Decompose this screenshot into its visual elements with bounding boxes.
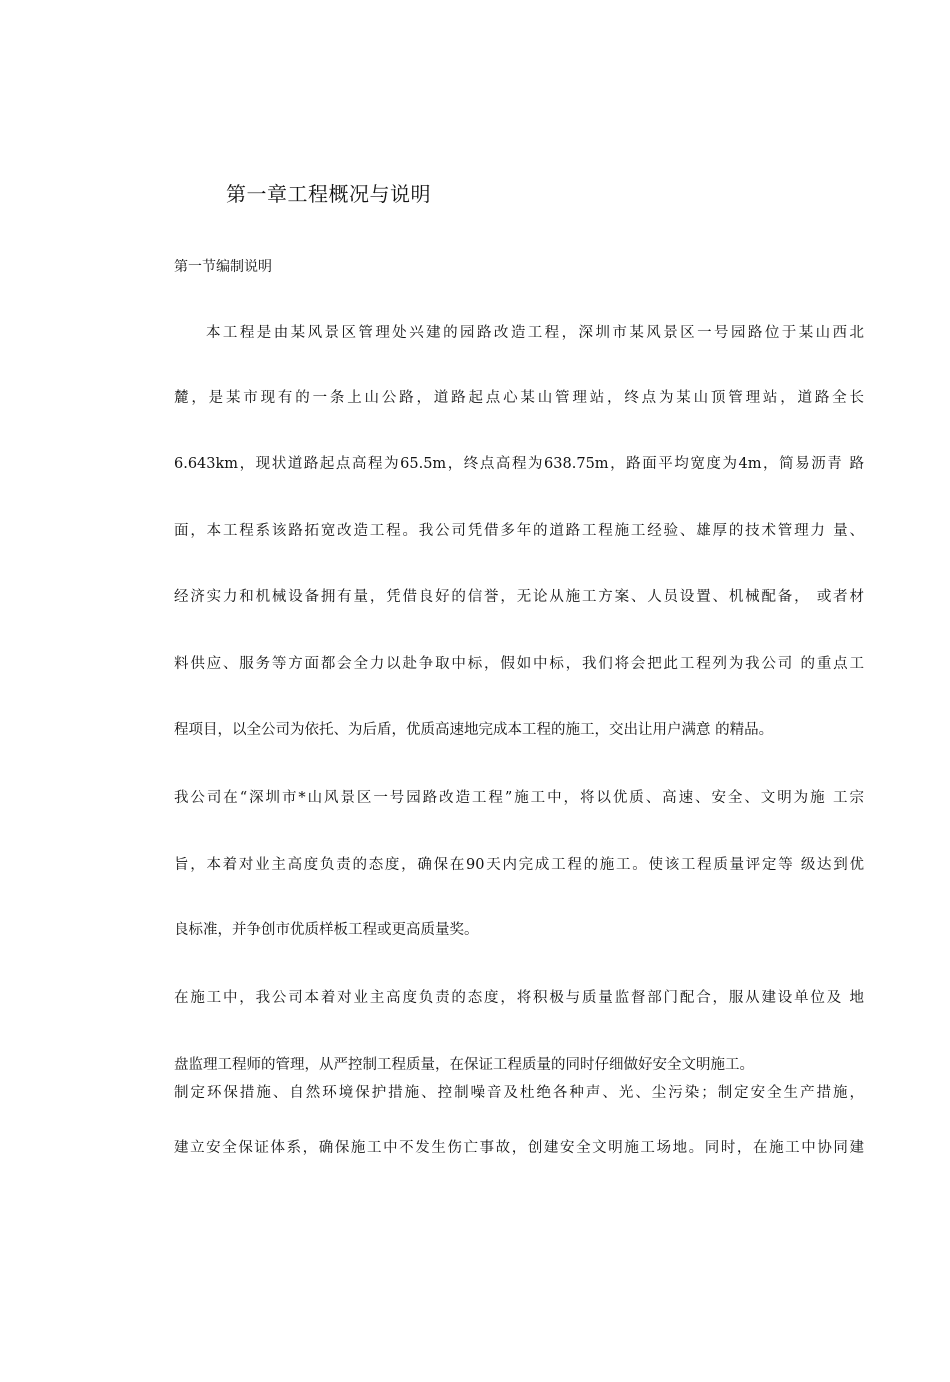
paragraph-line: 制定环保措施、自然环境保护措施、控制噪音及杜绝各种声、光、尘污染；制定安全生产措施， — [174, 1085, 864, 1101]
paragraph-line: 建立安全保证体系，确保施工中不发生伤亡事故，创建安全文明施工场地。同时，在施工中协同建 — [174, 1140, 864, 1156]
paragraph-line: 我公司在“深圳市*山风景区一号园路改造工程”施工中，将以优质、高速、安全、文明为施 工宗 — [174, 790, 864, 806]
paragraph-line: 本工程是由某风景区管理处兴建的园路改造工程，深圳市某风景区一号园路位于某山西北 — [206, 325, 864, 341]
paragraph-line: 麓，是某市现有的一条上山公路，道路起点心某山管理站，终点为某山顶管理站，道路全长 — [174, 390, 864, 406]
paragraph-line: 在施工中，我公司本着对业主高度负责的态度，将积极与质量监督部门配合，服从建设单位及 地 — [174, 990, 864, 1006]
paragraph-line: 经济实力和机械设备拥有量，凭借良好的信誉，无论从施工方案、人员设置、机械配备， 或者材 — [174, 589, 864, 605]
paragraph-line: 6.643km，现状道路起点高程为65.5m，终点高程为638.75m，路面平均宽度为4m，简易沥青 路 — [174, 456, 864, 472]
paragraph-line: 面，本工程系该路拓宽改造工程。我公司凭借多年的道路工程施工经验、雄厚的技术管理力 量、 — [174, 523, 864, 539]
paragraph-line: 良标准，并争创市优质样板工程或更高质量奖。 — [174, 922, 479, 938]
paragraph-line: 料供应、服务等方面都会全力以赴争取中标，假如中标，我们将会把此工程列为我公司 的重点工 — [174, 656, 864, 672]
paragraph-line: 盘监理工程师的管理，从严控制工程质量，在保证工程质量的同时仔细做好安全文明施工。 — [174, 1057, 754, 1073]
paragraph-line: 程项目，以全公司为依托、为后盾，优质高速地完成本工程的施工，交出让用户满意 的精品。 — [174, 722, 774, 738]
chapter-title: 第一章工程概况与说明 — [226, 182, 431, 206]
paragraph-line: 旨，本着对业主高度负责的态度，确保在90天内完成工程的施工。使该工程质量评定等 级达到优 — [174, 857, 864, 873]
section-title: 第一节编制说明 — [174, 259, 272, 275]
